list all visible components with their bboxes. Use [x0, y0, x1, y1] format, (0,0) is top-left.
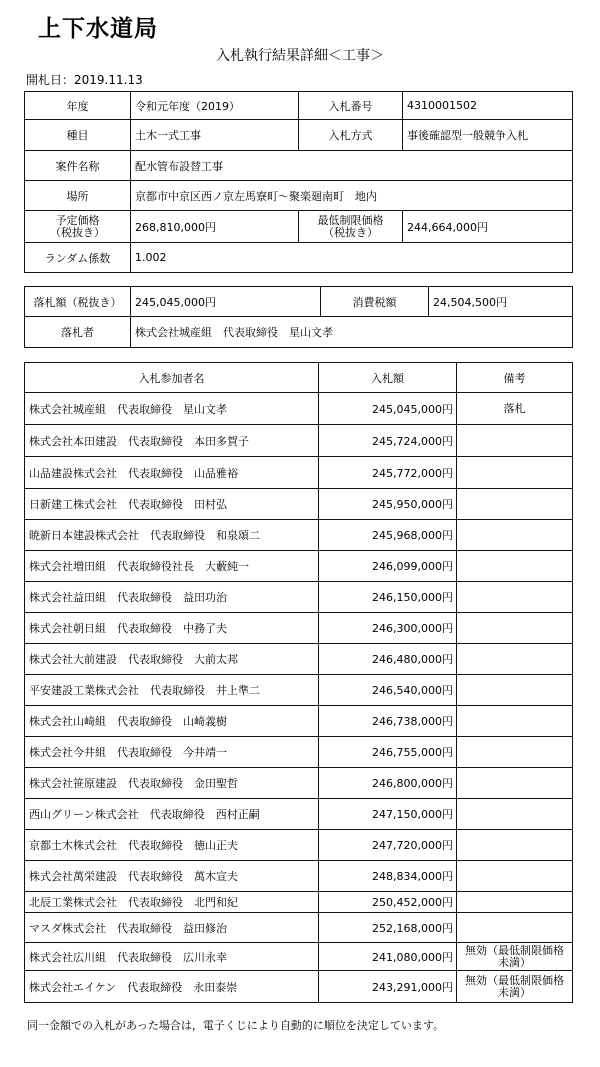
participant-name: 株式会社広川組 代表取締役 広川永幸 [25, 943, 319, 971]
table-row [25, 913, 573, 943]
award-amount-value: 245,045,000円 [131, 287, 321, 317]
remark [457, 706, 573, 737]
participant-name: 京都土木株式会社 代表取締役 徳山正夫 [25, 830, 319, 861]
remark [457, 644, 573, 675]
participant-name: 株式会社山崎組 代表取締役 山崎義樹 [25, 706, 319, 737]
participant-name: 株式会社増田組 代表取締役社長 大藪純一 [25, 551, 319, 582]
remark [457, 799, 573, 830]
remark-line1: 無効（最低制限価格 [465, 943, 564, 957]
bid-amount: 245,772,000円 [319, 457, 457, 489]
bid-amount: 248,834,000円 [319, 861, 457, 892]
table-row [25, 799, 573, 830]
participant-name: 株式会社益田組 代表取締役 益田功治 [25, 582, 319, 613]
planned-price-label-line1: 予定価格 [55, 213, 100, 227]
participant-name: 株式会社本田建設 代表取締役 本田多賀子 [25, 425, 319, 457]
bid-amount: 241,080,000円 [319, 943, 457, 971]
bid-amount: 245,045,000円 [319, 393, 457, 425]
project-name-label: 案件名称 [25, 151, 131, 181]
table-row [25, 830, 573, 861]
table-row [25, 92, 573, 120]
remark [457, 943, 573, 971]
table-row [25, 768, 573, 799]
table-row [25, 613, 573, 644]
year-value: 令和元年度（2019） [131, 92, 299, 120]
participant-name: 株式会社萬栄建設 代表取締役 萬木宣夫 [25, 861, 319, 892]
bid-amount: 246,540,000円 [319, 675, 457, 706]
table-row [25, 489, 573, 520]
category-value: 土木一式工事 [131, 120, 299, 151]
participant-name: 西山グリーン株式会社 代表取締役 西村正嗣 [25, 799, 319, 830]
remark [457, 489, 573, 520]
participant-name: 株式会社大前建設 代表取締役 大前太邦 [25, 644, 319, 675]
table-row [25, 971, 573, 1003]
table-row [25, 675, 573, 706]
table-row [25, 317, 573, 348]
table-header-row [25, 363, 573, 393]
table-row [25, 425, 573, 457]
min-price-label [299, 211, 403, 243]
bid-amount: 245,968,000円 [319, 520, 457, 551]
category-label: 種目 [25, 120, 131, 151]
participant-name: 北辰工業株式会社 代表取締役 北門和紀 [25, 892, 319, 913]
remark [457, 971, 573, 1003]
bid-method-label: 入札方式 [299, 120, 403, 151]
award-amount-label: 落札額（税抜き） [25, 287, 131, 317]
table-row [25, 243, 573, 273]
bid-amount: 246,755,000円 [319, 737, 457, 768]
table-row [25, 211, 573, 243]
planned-price-value: 268,810,000円 [131, 211, 299, 243]
planned-price-label [25, 211, 131, 243]
consumption-tax-label: 消費税額 [321, 287, 429, 317]
participant-name: 株式会社笹原建設 代表取締役 金田聖哲 [25, 768, 319, 799]
bid-amount: 247,720,000円 [319, 830, 457, 861]
remark [457, 520, 573, 551]
table-row [25, 582, 573, 613]
table-row [25, 287, 573, 317]
remark-line1: 無効（最低制限価格 [465, 973, 564, 987]
remark [457, 425, 573, 457]
planned-price-label-line2: （税抜き） [50, 225, 105, 239]
table-row [25, 151, 573, 181]
remarks-header: 備考 [457, 363, 573, 393]
table-row [25, 551, 573, 582]
table-row [25, 861, 573, 892]
table-row [25, 181, 573, 211]
project-info-table [24, 91, 573, 273]
table-row [25, 943, 573, 971]
participant-name: 株式会社朝日組 代表取締役 中務了夫 [25, 613, 319, 644]
remark-line1: 落札 [503, 401, 526, 415]
participant-name: 株式会社城産組 代表取締役 星山文孝 [25, 393, 319, 425]
min-price-label-line1: 最低制限価格 [317, 213, 384, 227]
bid-amount: 246,480,000円 [319, 644, 457, 675]
bid-amount: 246,150,000円 [319, 582, 457, 613]
remark-line2: 未満） [498, 985, 531, 999]
bid-amount: 250,452,000円 [319, 892, 457, 913]
remark [457, 737, 573, 768]
year-label: 年度 [25, 92, 131, 120]
random-coefficient-label: ランダム係数 [25, 243, 131, 273]
opening-date: 開札日：2019.11.13 [26, 73, 143, 87]
bid-number-label: 入札番号 [299, 92, 403, 120]
bid-amount-header: 入札額 [319, 363, 457, 393]
participant-name-header: 入札参加者名 [25, 363, 319, 393]
page-title: 入札執行結果詳細＜工事＞ [216, 48, 384, 64]
remark [457, 457, 573, 489]
remark [457, 861, 573, 892]
participant-name: 株式会社エイケン 代表取締役 永田泰崇 [25, 971, 319, 1003]
participant-name: 暁新日本建設株式会社 代表取締役 和泉頌二 [25, 520, 319, 551]
table-row [25, 892, 573, 913]
table-row [25, 706, 573, 737]
winner-value: 株式会社城産組 代表取締役 星山文孝 [131, 317, 573, 348]
table-row [25, 457, 573, 489]
bid-amount: 246,738,000円 [319, 706, 457, 737]
table-row [25, 737, 573, 768]
remark [457, 393, 573, 425]
org-name: 上下水道局 [38, 16, 158, 42]
bid-amount: 245,950,000円 [319, 489, 457, 520]
participant-name: 株式会社今井組 代表取締役 今井靖一 [25, 737, 319, 768]
participant-name: 山品建設株式会社 代表取締役 山品雅裕 [25, 457, 319, 489]
winner-label: 落札者 [25, 317, 131, 348]
table-row [25, 644, 573, 675]
participant-name: 平安建設工業株式会社 代表取締役 井上準二 [25, 675, 319, 706]
min-price-label-line2: （税抜き） [323, 225, 378, 239]
table-row [25, 120, 573, 151]
table-row [25, 520, 573, 551]
bid-amount: 246,800,000円 [319, 768, 457, 799]
min-price-value: 244,664,000円 [403, 211, 573, 243]
bid-amount: 246,300,000円 [319, 613, 457, 644]
consumption-tax-value: 24,504,500円 [429, 287, 573, 317]
place-value: 京都市中京区西ノ京左馬寮町～聚楽廻南町 地内 [131, 181, 573, 211]
remark [457, 830, 573, 861]
bid-participants-body [25, 363, 573, 1003]
remark [457, 675, 573, 706]
remark [457, 613, 573, 644]
bid-amount: 243,291,000円 [319, 971, 457, 1003]
bid-amount: 252,168,000円 [319, 913, 457, 943]
footer-note: 同一金額での入札があった場合は，電子くじにより自動的に順位を決定しています。 [27, 1019, 445, 1032]
bid-method-value: 事後確認型一般競争入札 [403, 120, 573, 151]
remark-line2: 未満） [498, 955, 531, 969]
remark [457, 551, 573, 582]
place-label: 場所 [25, 181, 131, 211]
random-coefficient-value: 1.002 [131, 243, 573, 273]
bid-number-value: 4310001502 [403, 92, 573, 120]
participant-name: マスダ株式会社 代表取締役 益田修治 [25, 913, 319, 943]
remark [457, 913, 573, 943]
bid-amount: 246,099,000円 [319, 551, 457, 582]
participant-name: 日新建工株式会社 代表取締役 田村弘 [25, 489, 319, 520]
bid-amount: 245,724,000円 [319, 425, 457, 457]
award-table [24, 286, 573, 348]
project-name-value: 配水管布設替工事 [131, 151, 573, 181]
remark [457, 582, 573, 613]
remark [457, 768, 573, 799]
table-row [25, 393, 573, 425]
bid-amount: 247,150,000円 [319, 799, 457, 830]
bid-participants-table [24, 362, 573, 1003]
remark [457, 892, 573, 913]
